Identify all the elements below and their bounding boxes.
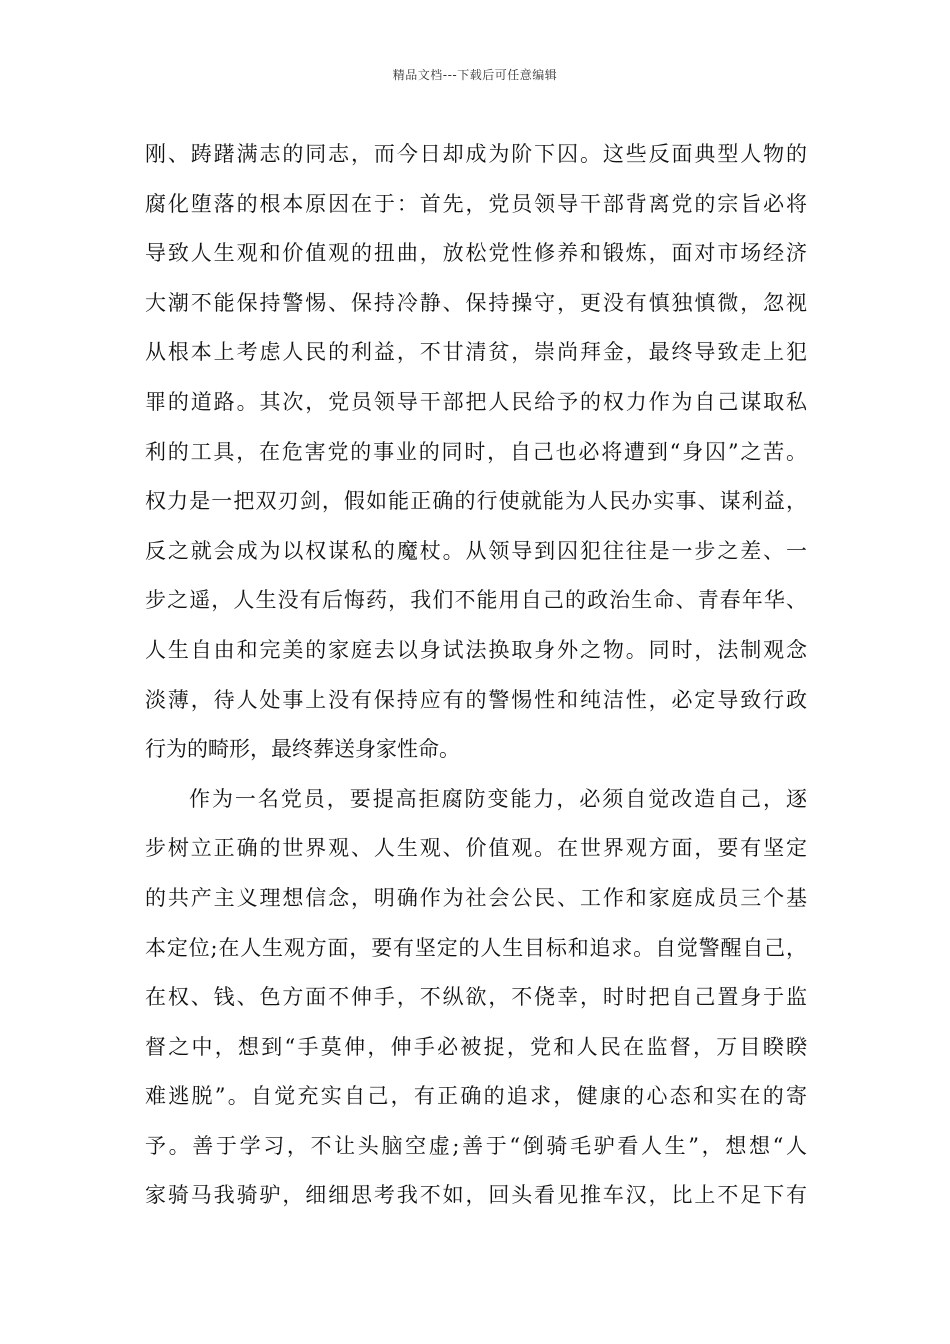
- text-line: 作为一名党员，要提高拒腐防变能力，必须自觉改造自己，逐: [189, 786, 807, 811]
- page-header: 精品文档---下载后可任意编辑: [392, 68, 558, 82]
- text-line: 刚、踌躇满志的同志，而今日却成为阶下囚。这些反面典型人物的: [145, 142, 807, 166]
- document-body: [145, 130, 807, 1221]
- text-line: 步树立正确的世界观、人生观、价值观。在世界观方面，要有坚定: [145, 836, 807, 861]
- text-line: 利的工具，在危害党的事业的同时，自己也必将遭到“身囚”之苦。: [145, 439, 807, 464]
- text-line: 难逃脱”。自觉充实自己，有正确的追求，健康的心态和实在的寄: [145, 1084, 807, 1109]
- text-line: 行为的畸形，最终葬送身家性命。: [145, 737, 460, 762]
- text-line: 罪的道路。其次，党员领导干部把人民给予的权力作为自己谋取私: [145, 389, 807, 414]
- text-line: 导致人生观和价值观的扭曲，放松党性修养和锻炼，面对市场经济: [145, 241, 807, 266]
- text-line: 从根本上考虑人民的利益，不甘清贫，崇尚拜金，最终导致走上犯: [145, 340, 807, 365]
- paragraph-1: [145, 130, 807, 775]
- text-line: 本定位;在人生观方面，要有坚定的人生目标和追求。自觉警醒自己，: [145, 935, 807, 960]
- text-line: 反之就会成为以权谋私的魔杖。从领导到囚犯往往是一步之差、一: [145, 538, 807, 563]
- text-line: 督之中，想到“手莫伸，伸手必被捉，党和人民在监督，万目睽睽: [145, 1034, 807, 1059]
- text-line: 步之遥，人生没有后悔药，我们不能用自己的政治生命、青春年华、: [145, 588, 807, 613]
- text-line: 予。善于学习，不让头脑空虚;善于“倒骑毛驴看人生”，想想“人: [145, 1133, 807, 1158]
- text-line: 腐化堕落的根本原因在于：首先，党员领导干部背离党的宗旨必将: [145, 191, 807, 216]
- text-line: 家骑马我骑驴，细细思考我不如，回头看见推车汉，比上不足下有: [145, 1183, 807, 1208]
- text-line: 的共产主义理想信念，明确作为社会公民、工作和家庭成员三个基: [145, 885, 807, 910]
- text-line: 人生自由和完美的家庭去以身试法换取身外之物。同时，法制观念: [145, 637, 807, 662]
- text-line: 权力是一把双刃剑，假如能正确的行使就能为人民办实事、谋利益，: [145, 489, 807, 514]
- text-line: 大潮不能保持警惕、保持冷静、保持操守，更没有慎独慎微，忽视: [145, 290, 807, 315]
- text-line: 在权、钱、色方面不伸手，不纵欲，不侥幸，时时把自己置身于监: [145, 985, 807, 1010]
- text-line: 淡薄，待人处事上没有保持应有的警惕性和纯洁性，必定导致行政: [145, 687, 807, 712]
- paragraph-2: [145, 775, 807, 1221]
